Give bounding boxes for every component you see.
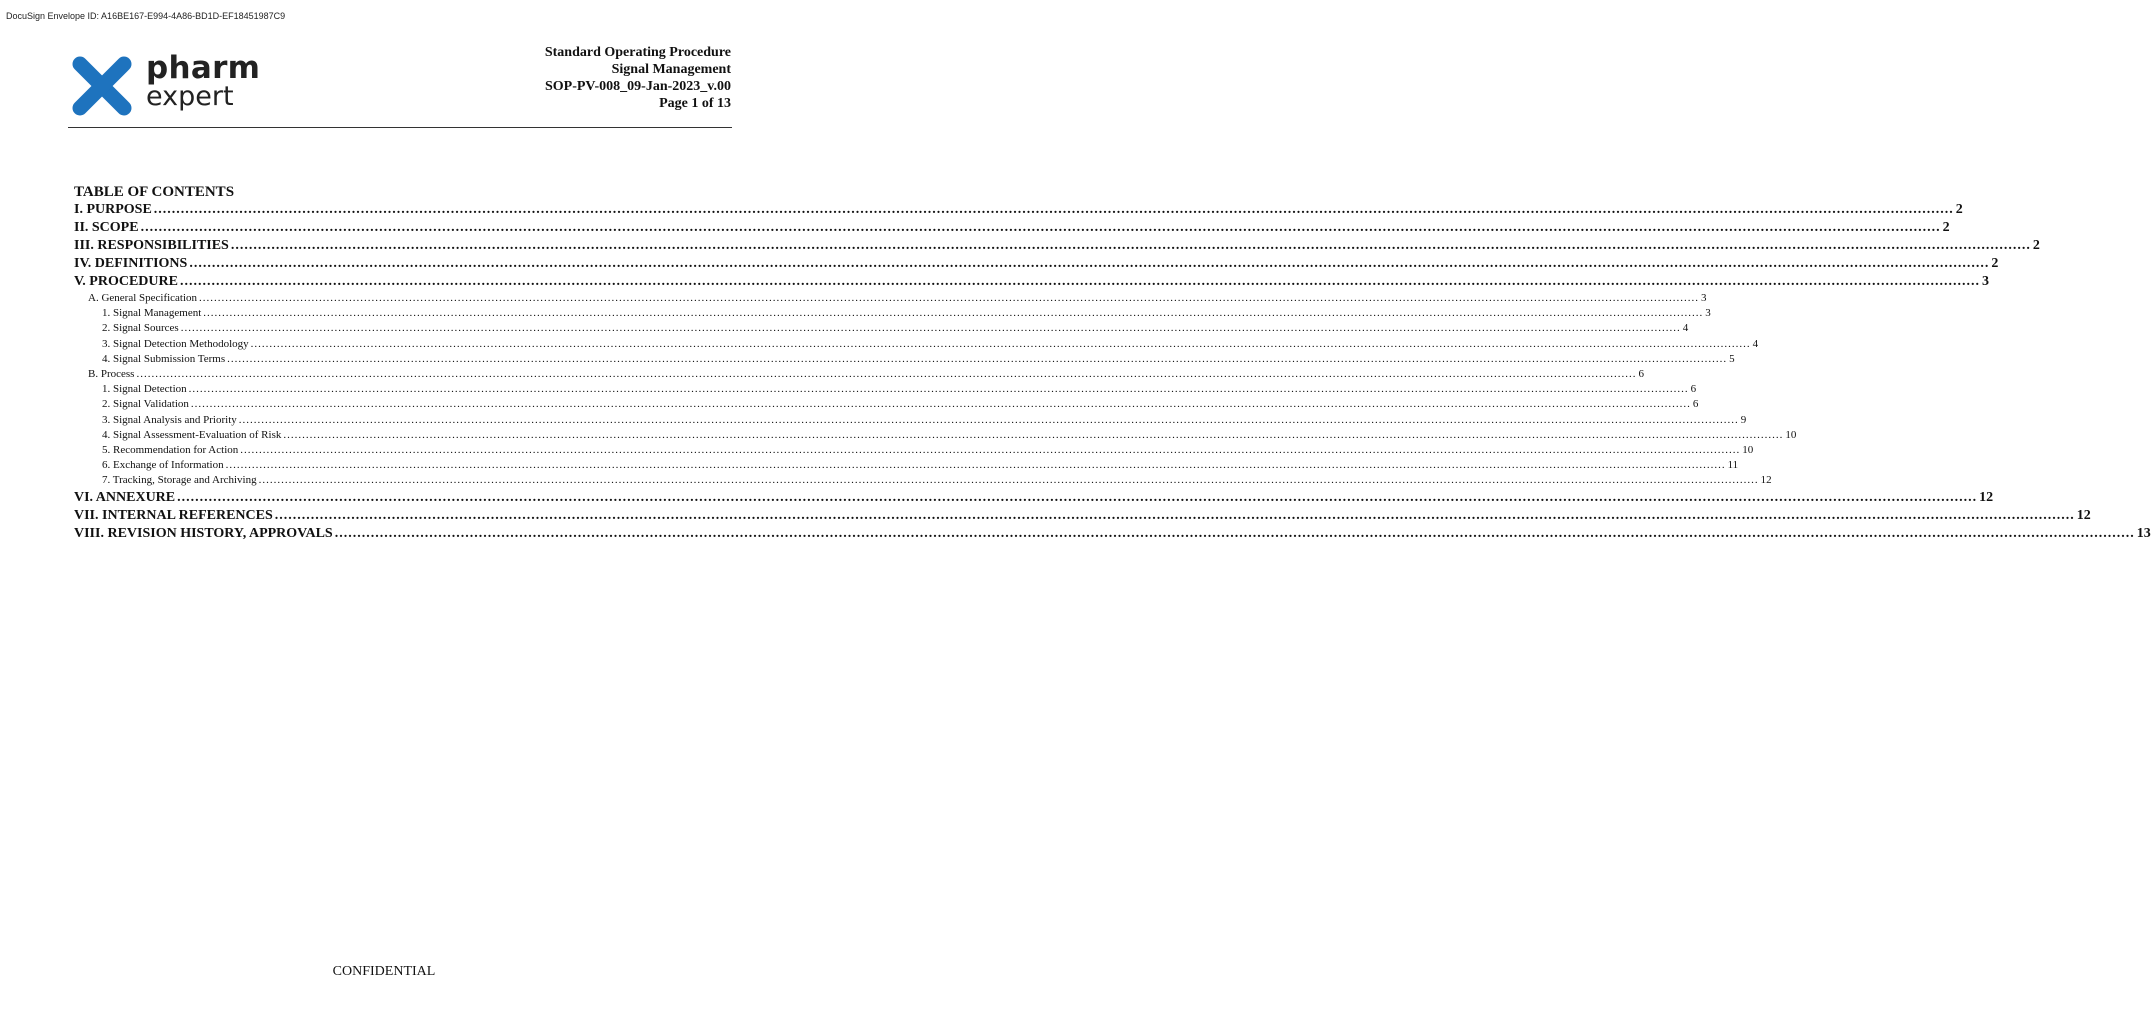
toc-entry[interactable] xyxy=(74,489,1994,507)
toc-dot-leader: ................................................................................................................................................................................................................................................................................................................................................................................................................ xyxy=(190,398,1691,411)
toc-dot-leader: ................................................................................................................................................................................................................................................................................................................................................................................................................ xyxy=(258,474,1759,487)
toc-entry[interactable] xyxy=(74,237,2040,255)
pharmexpert-logo xyxy=(70,52,270,116)
toc-dot-leader: ................................................................................................................................................................................................................................................................................................................................................................................................................ xyxy=(238,413,1739,426)
toc-entry-page: 2 xyxy=(1991,256,1999,271)
toc-entry-page: 12 xyxy=(2076,507,2091,523)
toc-entry-page: 4 xyxy=(1752,337,1759,350)
toc-entry[interactable] xyxy=(74,382,1697,397)
toc-entry-label: 3. Signal Analysis and Priority xyxy=(102,413,237,426)
toc-entry-page: 10 xyxy=(1785,428,1797,441)
toc-entry-label: V. PROCEDURE xyxy=(74,274,178,289)
toc-entry[interactable] xyxy=(74,201,1963,219)
toc-entry-page: 12 xyxy=(1760,474,1772,487)
toc-entry[interactable] xyxy=(74,525,2151,543)
toc-entry-label: B. Process xyxy=(88,368,135,381)
toc-entry[interactable] xyxy=(74,291,1707,306)
toc-dot-leader: ................................................................................................................................................................................................................................................................................................................................................................................................................ xyxy=(179,274,1980,289)
toc-entry[interactable] xyxy=(74,458,1739,473)
toc-entry[interactable] xyxy=(74,443,1754,458)
toc-dot-leader: ................................................................................................................................................................................................................................................................................................................................................................................................................ xyxy=(227,352,1728,365)
header-page-number: Page 1 of 13 xyxy=(659,96,731,111)
toc-entry-page: 10 xyxy=(1742,444,1754,457)
toc-entry-label: 6. Exchange of Information xyxy=(102,459,224,472)
toc-entry[interactable] xyxy=(74,273,1989,291)
toc-entry[interactable] xyxy=(74,473,1772,488)
toc-entry-page: 13 xyxy=(2136,525,2151,541)
toc-entry-page: 6 xyxy=(1690,383,1697,396)
toc-entry-label: II. SCOPE xyxy=(74,220,139,235)
toc-entry[interactable] xyxy=(74,337,1759,352)
toc-entry-label: VIII. REVISION HISTORY, APPROVALS xyxy=(74,525,333,541)
toc-dot-leader: ................................................................................................................................................................................................................................................................................................................................................................................................................ xyxy=(177,489,1978,505)
toc-dot-leader: ................................................................................................................................................................................................................................................................................................................................................................................................................ xyxy=(189,256,1990,271)
toc-entry-label: A. General Specification xyxy=(88,292,198,304)
toc-entry-page: 3 xyxy=(1981,274,1989,289)
toc-entry-page: 6 xyxy=(1692,398,1699,411)
toc-dot-leader: ................................................................................................................................................................................................................................................................................................................................................................................................................ xyxy=(283,428,1784,441)
toc-entry[interactable] xyxy=(74,255,1999,273)
toc-dot-leader: ................................................................................................................................................................................................................................................................................................................................................................................................................ xyxy=(153,202,1954,217)
toc-entry[interactable] xyxy=(74,413,1747,428)
toc-entry-page: 3 xyxy=(1705,307,1711,320)
toc-entry-page: 2 xyxy=(1955,202,1963,217)
toc-entry-page: 2 xyxy=(2032,238,2040,253)
toc-entry-label: VI. ANNEXURE xyxy=(74,489,176,505)
toc-entry-page: 6 xyxy=(1638,368,1644,381)
toc-entry-label: I. PURPOSE xyxy=(74,202,152,217)
toc-entry-page: 9 xyxy=(1740,413,1747,426)
toc-dot-leader: ................................................................................................................................................................................................................................................................................................................................................................................................................ xyxy=(188,383,1689,396)
toc-entry[interactable] xyxy=(74,219,1950,237)
toc-entry[interactable] xyxy=(74,306,1711,321)
toc-entry-page: 11 xyxy=(1727,459,1739,472)
docusign-envelope-id: DocuSign Envelope ID: A16BE167-E994-4A86-BD1D-EF18451987C9 xyxy=(6,11,286,21)
toc-entry-label: 3. Signal Detection Methodology xyxy=(102,337,249,350)
toc-dot-leader: ................................................................................................................................................................................................................................................................................................................................................................................................................ xyxy=(203,307,1704,320)
toc-entry-label: 1. Signal Detection xyxy=(102,383,187,396)
toc-entry-label: 5. Recommendation for Action xyxy=(102,444,239,457)
toc-entry-label: IV. DEFINITIONS xyxy=(74,256,188,271)
header-title: Standard Operating Procedure xyxy=(544,45,731,60)
toc-dot-leader: ................................................................................................................................................................................................................................................................................................................................................................................................................ xyxy=(250,337,1751,350)
header-subtitle: Signal Management xyxy=(611,62,731,77)
toc-entry-label: 1. Signal Management xyxy=(102,307,202,320)
toc-entry[interactable] xyxy=(74,321,1689,336)
toc-entry[interactable] xyxy=(74,428,1797,443)
table-of-contents xyxy=(74,183,2151,543)
x-logo-icon xyxy=(70,54,134,118)
logo-word-expert: expert xyxy=(146,81,234,112)
toc-dot-leader: ................................................................................................................................................................................................................................................................................................................................................................................................................ xyxy=(230,238,2031,253)
header-doc-code: SOP-PV-008_09-Jan-2023_v.00 xyxy=(544,79,731,94)
toc-dot-leader: ................................................................................................................................................................................................................................................................................................................................................................................................................ xyxy=(274,507,2075,523)
toc-entry-label: 2. Signal Validation xyxy=(102,398,189,411)
toc-dot-leader: ................................................................................................................................................................................................................................................................................................................................................................................................................ xyxy=(136,368,1637,381)
toc-dot-leader: ................................................................................................................................................................................................................................................................................................................................................................................................................ xyxy=(225,459,1726,472)
toc-title: TABLE OF CONTENTS xyxy=(74,184,235,200)
toc-entry[interactable] xyxy=(74,507,2091,525)
header-divider xyxy=(68,127,732,128)
toc-entry-list xyxy=(74,201,2151,543)
toc-entry-label: VII. INTERNAL REFERENCES xyxy=(74,507,273,523)
document-header xyxy=(545,44,731,112)
toc-entry-page: 4 xyxy=(1682,322,1689,335)
toc-entry-label: 2. Signal Sources xyxy=(102,322,179,335)
toc-dot-leader: ................................................................................................................................................................................................................................................................................................................................................................................................................ xyxy=(180,322,1681,335)
toc-dot-leader: ................................................................................................................................................................................................................................................................................................................................................................................................................ xyxy=(140,220,1941,235)
toc-entry-page: 3 xyxy=(1701,292,1707,304)
toc-entry-label: 7. Tracking, Storage and Archiving xyxy=(102,474,257,487)
toc-entry[interactable] xyxy=(74,367,1644,382)
toc-entry-label: 4. Signal Submission Terms xyxy=(102,352,226,365)
toc-entry-page: 12 xyxy=(1979,489,1994,505)
toc-entry-label: 4. Signal Assessment-Evaluation of Risk xyxy=(102,428,282,441)
toc-dot-leader: ................................................................................................................................................................................................................................................................................................................................................................................................................ xyxy=(240,444,1741,457)
logo-word-pharm: pharm xyxy=(146,50,261,86)
toc-entry[interactable] xyxy=(74,397,1699,412)
toc-dot-leader: ................................................................................................................................................................................................................................................................................................................................................................................................................ xyxy=(199,292,1700,304)
toc-entry[interactable] xyxy=(74,352,1735,367)
toc-entry-page: 2 xyxy=(1942,220,1950,235)
toc-dot-leader: ................................................................................................................................................................................................................................................................................................................................................................................................................ xyxy=(334,525,2135,541)
toc-entry-label: III. RESPONSIBILITIES xyxy=(74,238,229,253)
footer-confidential: CONFIDENTIAL xyxy=(332,964,436,979)
toc-entry-page: 5 xyxy=(1729,352,1735,365)
